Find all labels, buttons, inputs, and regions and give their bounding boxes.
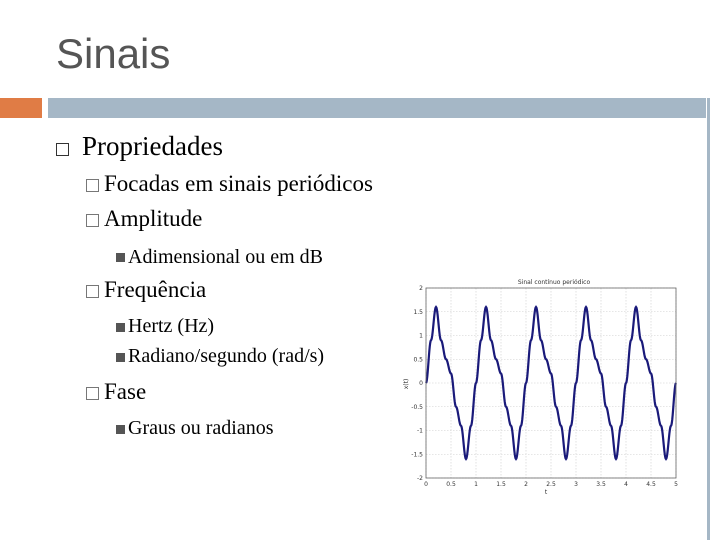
- bullet-fase: Fase: [104, 379, 147, 404]
- x-tick-label: 0.5: [446, 481, 456, 488]
- x-tick-label: 2: [524, 481, 528, 488]
- x-tick-label: 4: [624, 481, 628, 488]
- vertical-divider: [707, 98, 710, 540]
- chart-title: Sinal contínuo periódico: [517, 279, 591, 286]
- y-tick-label: -1.5: [411, 451, 423, 459]
- x-tick-label: 2.5: [546, 481, 556, 488]
- y-tick-label: 1.5: [413, 308, 423, 316]
- bullet-box-icon: [86, 179, 99, 192]
- bullet-propriedades: Propriedades: [82, 131, 223, 161]
- bullet-focadas: Focadas em sinais periódicos: [104, 171, 373, 196]
- bullet-graus: Graus ou radianos: [128, 417, 274, 439]
- x-tick-label: 3.5: [596, 481, 606, 488]
- x-tick-label: 0: [424, 481, 428, 488]
- x-tick-label: 1: [474, 481, 478, 488]
- bullet-square-icon: [116, 353, 125, 362]
- y-tick-label: -0.5: [411, 403, 423, 411]
- bullet-square-icon: [116, 253, 125, 262]
- bullet-box-icon: [86, 285, 99, 298]
- bullet-square-icon: [116, 323, 125, 332]
- x-tick-label: 5: [674, 481, 678, 488]
- x-tick-label: 3: [574, 481, 578, 488]
- slide-title: Sinais: [56, 30, 171, 77]
- y-tick-label: -1: [417, 427, 423, 435]
- x-tick-label: 4.5: [646, 481, 656, 488]
- bullet-square-icon: [116, 425, 125, 434]
- bullet-frequencia: Frequência: [104, 277, 207, 302]
- x-tick-label: 1.5: [496, 481, 506, 488]
- bullet-radiano: Radiano/segundo (rad/s): [128, 345, 325, 367]
- y-tick-label: 0: [419, 380, 423, 387]
- chart-xlabel: t: [544, 489, 548, 496]
- bullet-adimensional: Adimensional ou em dB: [128, 246, 323, 268]
- y-tick-label: -2: [417, 475, 423, 482]
- accent-bar: [0, 98, 42, 118]
- y-tick-label: 2: [419, 285, 423, 292]
- header-bar: [48, 98, 720, 118]
- signal-chart: [396, 276, 686, 496]
- chart-ylabel: x(t): [403, 378, 410, 390]
- bullet-hertz: Hertz (Hz): [128, 315, 215, 337]
- bullet-box-icon: [86, 387, 99, 400]
- y-tick-label: 1: [419, 332, 423, 340]
- y-tick-label: 0.5: [413, 356, 423, 364]
- bullet-amplitude: Amplitude: [104, 206, 203, 231]
- bullet-box-icon: [86, 214, 99, 227]
- bullet-box-icon: [56, 143, 69, 156]
